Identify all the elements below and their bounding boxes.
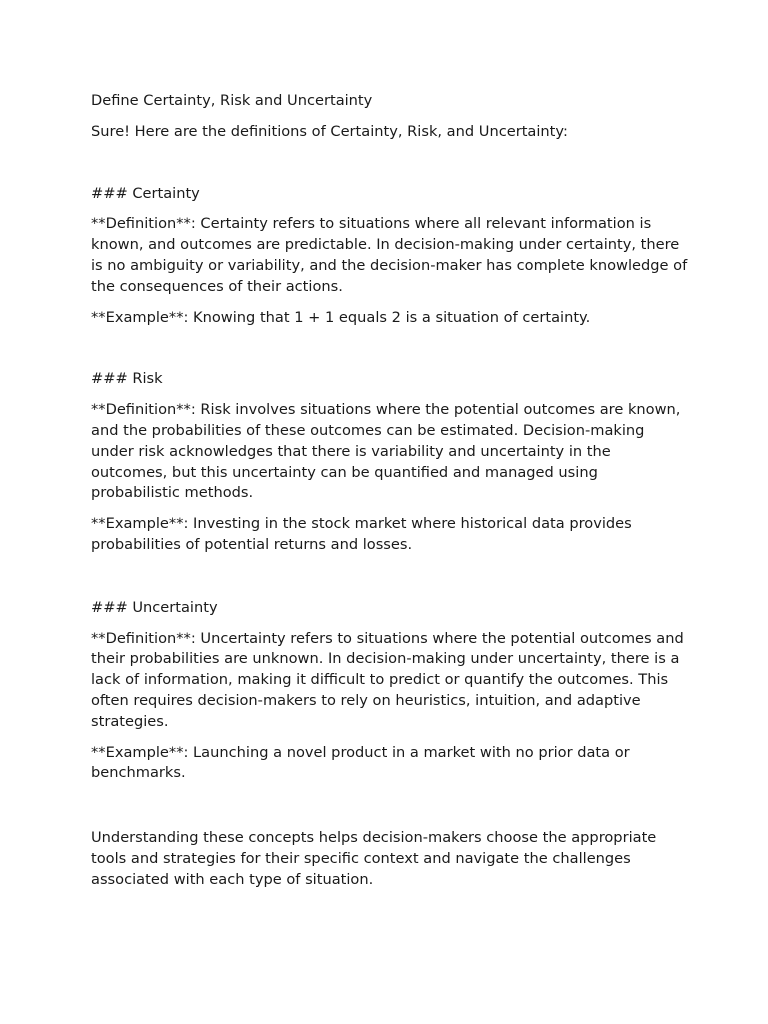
section-uncertainty — [91, 598, 691, 784]
section-example: **Example**: Investing in the stock market where historical data provides probabilities of potential returns and losses. — [91, 515, 632, 553]
section-heading: ### Certainty — [91, 184, 200, 202]
intro-text: Sure! Here are the definitions of Certainty, Risk, and Uncertainty: — [91, 122, 568, 140]
section-risk — [91, 369, 691, 555]
section-heading: ### Risk — [91, 370, 163, 388]
document-page — [91, 91, 691, 891]
question-text: Define Certainty, Risk and Uncertainty — [91, 92, 373, 109]
section-certainty — [91, 184, 691, 329]
section-example: **Example**: Knowing that 1 + 1 equals 2 is a situation of certainty. — [91, 308, 591, 326]
section-definition: **Definition**: Risk involves situations where the potential outcomes are known, and the probabilities of these outcomes can be estimated. Decision-making under risk acknowledges that there is variability and uncertainty in the outcomes, but this uncertainty can be quantified and managed using probabilistic methods. — [91, 401, 681, 502]
section-definition: **Definition**: Certainty refers to situations where all relevant information is known, and outcomes are predictable. In decision-making under certainty, there is no ambiguity or variability, and the decision-maker has complete knowledge of the consequences of their actions. — [91, 215, 688, 295]
section-definition: **Definition**: Uncertainty refers to situations where the potential outcomes and their probabilities are unknown. In decision-making under uncertainty, there is a lack of information, making it difficult to predict or quantify the outcomes. This often requires decision-makers to rely on heuristics, intuition, and adaptive strategies. — [91, 629, 684, 730]
conclusion-text: Understanding these concepts helps decision-makers choose the appropriate tools and strategies for their specific context and navigate the challenges associated with each type of situation. — [91, 829, 657, 888]
section-example: **Example**: Launching a novel product in a market with no prior data or benchmarks. — [91, 743, 630, 782]
section-heading: ### Uncertainty — [91, 598, 218, 616]
